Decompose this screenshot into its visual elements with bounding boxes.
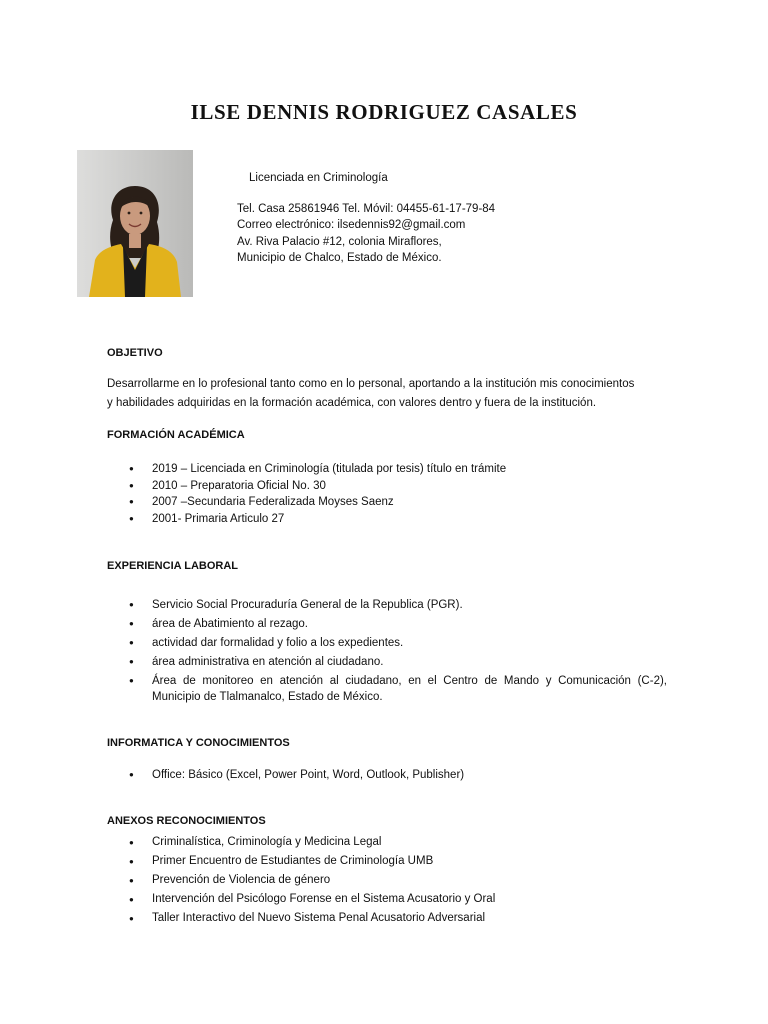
experience-heading: EXPERIENCIA LABORAL xyxy=(107,560,238,572)
objective-line-1: Desarrollarme en lo profesional tanto como en lo personal, aportando a la institución mis conocimientos xyxy=(107,378,635,390)
list-item: ● Office: Básico (Excel, Power Point, Word, Outlook, Publisher) xyxy=(107,767,667,784)
list-item: ● Taller Interactivo del Nuevo Sistema Penal Acusatorio Adversarial xyxy=(107,909,667,928)
list-item: ● 2007 –Secundaria Federalizada Moyses Saenz xyxy=(107,494,667,511)
list-item: ● Criminalística, Criminología y Medicina Legal xyxy=(107,833,667,852)
education-list xyxy=(107,461,667,527)
objective-heading: OBJETIVO xyxy=(107,347,163,359)
list-item: ● Intervención del Psicólogo Forense en el Sistema Acusatorio y Oral xyxy=(107,890,667,909)
degree-title: Licenciada en Criminología xyxy=(249,172,388,184)
list-item: ● 2019 – Licenciada en Criminología (titulada por tesis) título en trámite xyxy=(107,461,667,478)
list-item: ● Área de monitoreo en atención al ciudadano, en el Centro de Mando y Comunicación (C-2), Municipio de Tlalmanalco, Estado de México. xyxy=(107,673,667,705)
objective-text xyxy=(107,375,667,412)
list-item: ● Servicio Social Procuraduría General de la Republica (PGR). xyxy=(107,597,667,613)
address-line-2: Municipio de Chalco, Estado de México. xyxy=(237,252,442,264)
objective-line-2: y habilidades adquiridas en la formación académica, con valores dentro y fuera de la institución. xyxy=(107,396,597,409)
list-item: ● área de Abatimiento al rezago. xyxy=(107,616,667,632)
profile-photo xyxy=(77,150,193,297)
list-item: ● 2010 – Preparatoria Oficial No. 30 xyxy=(107,478,667,495)
annexes-list xyxy=(107,833,667,928)
list-item: ● área administrativa en atención al ciudadano. xyxy=(107,654,667,670)
education-heading: FORMACIÓN ACADÉMICA xyxy=(107,429,245,441)
profile-photo-image xyxy=(77,150,193,297)
list-item: ● Prevención de Violencia de género xyxy=(107,871,667,890)
contact-block xyxy=(237,170,657,267)
experience-list xyxy=(107,597,667,708)
list-item: ● Primer Encuentro de Estudiantes de Criminología UMB xyxy=(107,852,667,871)
annexes-heading: ANEXOS RECONOCIMIENTOS xyxy=(107,815,266,827)
candidate-name: ILSE DENNIS RODRIGUEZ CASALES xyxy=(190,100,578,124)
informatics-heading: INFORMATICA Y CONOCIMIENTOS xyxy=(107,737,290,749)
informatics-list xyxy=(107,767,667,784)
list-item: ● actividad dar formalidad y folio a los expedientes. xyxy=(107,635,667,651)
email-line: Correo electrónico: ilsedennis92@gmail.com xyxy=(237,219,466,231)
address-line-1: Av. Riva Palacio #12, colonia Miraflores, xyxy=(237,235,442,248)
phone-line: Tel. Casa 25861946 Tel. Móvil: 04455-61-17-79-84 xyxy=(237,202,496,215)
list-item: ● 2001- Primaria Articulo 27 xyxy=(107,511,667,528)
